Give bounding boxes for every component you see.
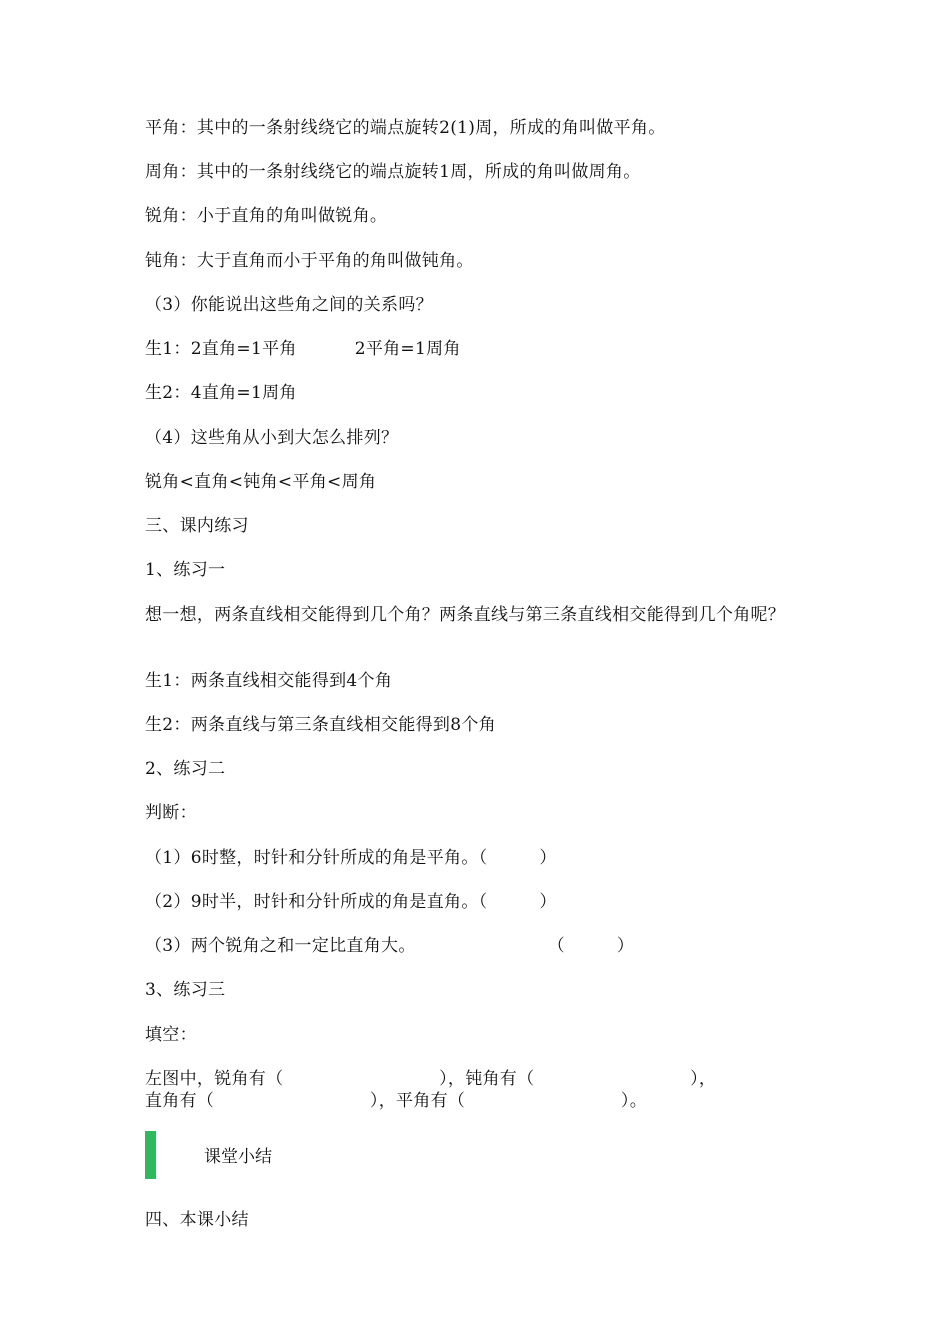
student-1-answer: [145, 338, 461, 360]
answer-part-1: 生1：2直角=1平角: [145, 339, 297, 359]
section-accent-bar: [145, 1131, 156, 1179]
fill-label: 填空：: [145, 1025, 197, 1045]
question-3: （3）你能说出这些角之间的关系吗？: [145, 295, 433, 315]
student-2-answer: 生2：4直角=1周角: [145, 383, 297, 403]
definition-straight-angle: 平角：其中的一条射线绕它的端点旋转2(1)周，所成的角叫做平角。: [145, 118, 666, 138]
judge-item-2: （2）9时半，时针和分针所成的角是直角。（ ）: [145, 892, 557, 912]
judge-item-1: （1）6时整，时针和分针所成的角是平角。（ ）: [145, 848, 557, 868]
fill-item-line-1: 左图中，锐角有（ ），钝角有（ ），: [145, 1069, 717, 1089]
exercise-1-question: 想一想，两条直线相交能得到几个角？两条直线与第三条直线相交能得到几个角呢？: [145, 605, 786, 625]
definition-obtuse-angle: 钝角：大于直角而小于平角的角叫做钝角。: [145, 251, 474, 271]
fill-item-line-2: 直角有（ ），平角有（ ）。: [145, 1091, 647, 1111]
exercise-1-heading: 1、练习一: [145, 560, 226, 580]
section-title-summary: 课堂小结: [204, 1147, 272, 1167]
exercise-1-answer-2: 生2：两条直线与第三条直线相交能得到8个角: [145, 715, 496, 735]
judge-item-3-text: （3）两个锐角之和一定比直角大。: [145, 936, 416, 956]
judge-label: 判断：: [145, 803, 197, 823]
exercise-3-heading: 3、练习三: [145, 980, 226, 1000]
judge-item-3-blank: （ ）: [547, 936, 635, 956]
section-heading-summary: 四、本课小结: [145, 1210, 249, 1230]
definition-acute-angle: 锐角：小于直角的角叫做锐角。: [145, 206, 388, 226]
judge-item-3: [145, 935, 634, 957]
section-heading-practice: 三、课内练习: [145, 516, 249, 536]
exercise-1-answer-1: 生1：两条直线相交能得到4个角: [145, 671, 393, 691]
exercise-2-heading: 2、练习二: [145, 759, 226, 779]
question-4: （4）这些角从小到大怎么排列？: [145, 428, 399, 448]
answer-part-2: 2平角=1周角: [354, 339, 461, 359]
definition-round-angle: 周角：其中的一条射线绕它的端点旋转1周，所成的角叫做周角。: [145, 162, 641, 182]
angle-order: 锐角<直角<钝角<平角<周角: [145, 472, 377, 492]
